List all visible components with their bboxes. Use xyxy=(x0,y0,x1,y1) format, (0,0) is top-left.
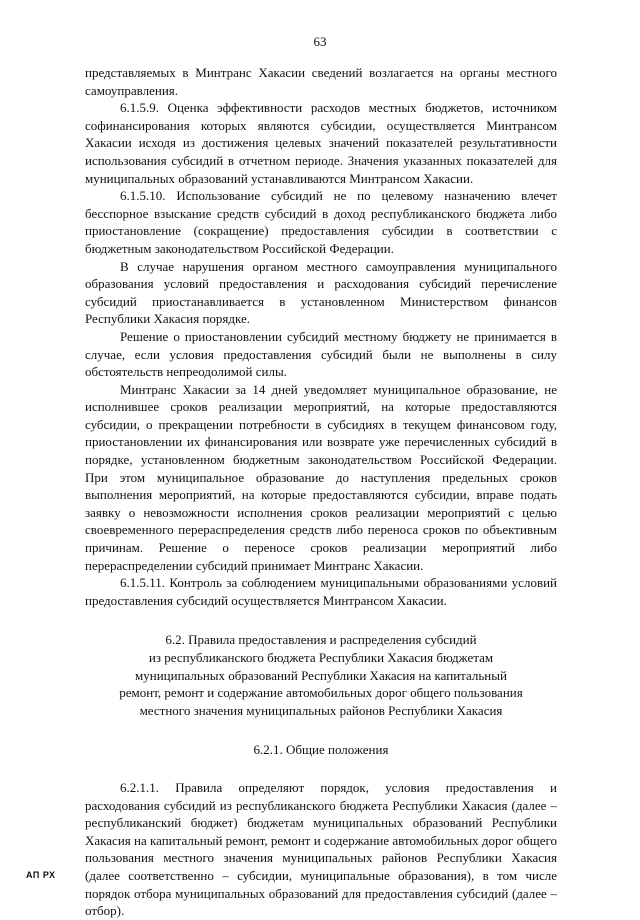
document-body xyxy=(85,64,557,920)
section-heading-line: муниципальных образований Республики Хакасия на капитальный xyxy=(135,667,507,683)
subsection-heading: 6.2.1. Общие положения xyxy=(253,742,389,758)
section-heading-line: ремонт, ремонт и содержание автомобильных дорог общего пользования xyxy=(119,685,523,701)
paragraph: В случае нарушения органом местного самоуправления муниципального образования условий предоставления и расходования субсидий перечисление субсидий приостанавливается в установленном Министерством финансов Республики Хакасия порядке. xyxy=(85,258,557,327)
paragraph: 6.1.5.10. Использование субсидий не по целевому назначению влечет бесспорное взыскание средств субсидий в доход республиканского бюджета либо приостановление (сокращение) предоставления субсидии в соответствии с бюджетным законодательством Российской Федерации. xyxy=(85,188,557,256)
section-heading-line: из республиканского бюджета Республики Хакасия бюджетам xyxy=(148,650,494,665)
section-heading xyxy=(85,631,557,719)
section-heading-line: местного значения муниципальных районов Республики Хакасия xyxy=(139,702,503,718)
paragraph: Минтранс Хакасии за 14 дней уведомляет муниципальное образование, не исполнившее сроков реализации мероприятий, на которые предоставляются субсидии, о прекращении потребности в субсидиях в текущем финансовом году, приостановлении их финансирования или возврате уже перечисленных субсидий в порядке, установленном бюджетным законодательством Российской Федерации. При этом муниципальное образование до наступления предельных сроков выполнения мероприятий, на которые предоставляются субсидии, вправе подать заявку о невозможности исполнения сроков реализации мероприятий с целью своевременного перераспределения средств либо переноса сроков по объективным причинам. Решение о переносе сроков реализации мероприятий либо перераспределении субсидий принимает Минтранс Хакасии. xyxy=(85,381,557,573)
paragraph: Решение о приостановлении субсидий местному бюджету не принимается в случае, если условия предоставления субсидий были не выполнены в силу обстоятельств непреодолимой силы. xyxy=(85,328,557,380)
paragraph: 6.1.5.11. Контроль за соблюдением муниципальными образованиями условий предоставления субсидий осуществляется Минтрансом Хакасии. xyxy=(85,575,557,608)
paragraph: 6.2.1.1. Правила определяют порядок, условия предоставления и расходования субсидий из республиканского бюджета Республики Хакасия (далее – республиканский бюджет) бюджетам муниципальных образований Республики Хакасия на капитальный ремонт, ремонт и содержание автомобильных дорог общего пользования местного значения муниципальных районов Республики Хакасия (далее соответственно – субсидии, муниципальные образования), в том числе порядок отбора муниципальных образований для предоставления субсидий (далее – отбор). xyxy=(85,779,557,919)
paragraph: 6.1.5.9. Оценка эффективности расходов местных бюджетов, источником софинансирования которых являются субсидии, осуществляется Минтрансом Хакасии исходя из достижения целевых значений показателей результативности использования субсидий в отчетном периоде. Значения указанных показателей для муниципальных образований устанавливаются Минтрансом Хакасии. xyxy=(85,100,557,186)
paragraph: представляемых в Минтранс Хакасии сведений возлагается на органы местного самоуправления. xyxy=(85,65,557,98)
footer-mark: АП РХ xyxy=(26,870,56,880)
section-heading-line: 6.2. Правила предоставления и распределения субсидий xyxy=(165,632,477,648)
page-number: 63 xyxy=(313,34,327,49)
